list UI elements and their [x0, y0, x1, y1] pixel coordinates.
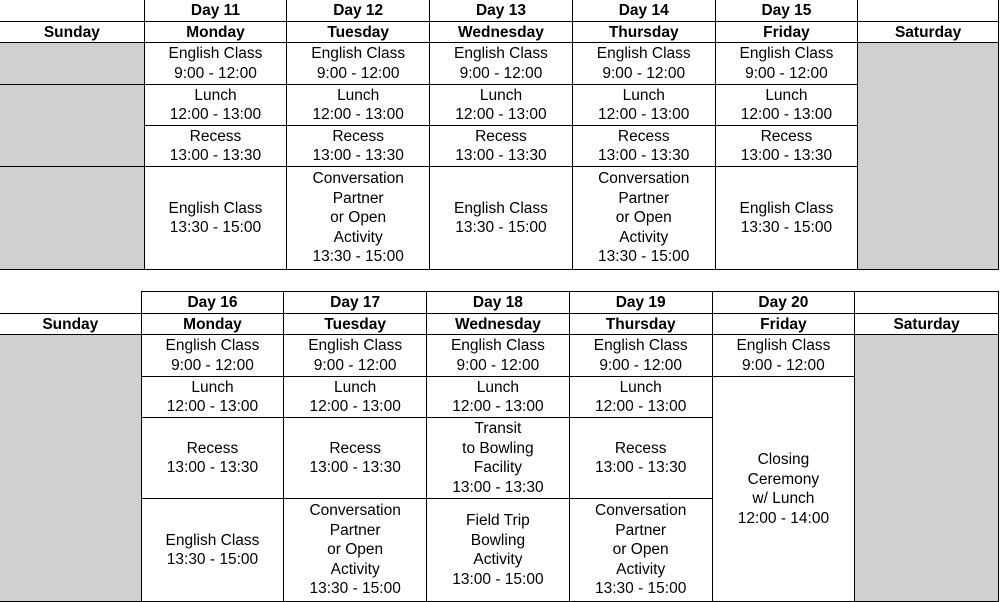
schedule-cell: Recess 13:00 - 13:30: [144, 126, 287, 167]
weekday-friday: Friday: [712, 314, 855, 335]
schedule-cell: Recess 13:00 - 13:30: [572, 126, 715, 167]
weekend-cell: [0, 167, 144, 270]
weekday-tuesday: Tuesday: [284, 314, 427, 335]
weekday-monday: Monday: [144, 22, 287, 43]
blank-cell: [0, 292, 141, 314]
weekday-saturday: Saturday: [855, 314, 999, 335]
schedule-cell: Recess 13:00 - 13:30: [715, 126, 858, 167]
schedule-cell: Conversation Partner or Open Activity 13:30 - 15:00: [572, 167, 715, 270]
weekend-cell: [0, 85, 144, 167]
schedule-cell: English Class 13:30 - 15:00: [715, 167, 858, 270]
schedule-cell: Recess 13:00 - 13:30: [284, 418, 427, 499]
schedule-cell: Conversation Partner or Open Activity 13:30 - 15:00: [287, 167, 430, 270]
schedule-cell: Transit to Bowling Facility 13:00 - 13:30: [427, 418, 570, 499]
weekend-cell: [0, 43, 144, 85]
schedule-cell: English Class 9:00 - 12:00: [427, 335, 570, 377]
weekday-row: [0, 22, 999, 43]
blank-cell: [855, 292, 999, 314]
schedule-cell: English Class 9:00 - 12:00: [712, 335, 855, 377]
weekday-monday: Monday: [141, 314, 284, 335]
schedule-cell: Recess 13:00 - 13:30: [430, 126, 573, 167]
day-number: Day 15: [715, 0, 858, 22]
schedule-cell: Lunch 12:00 - 13:00: [430, 85, 573, 126]
schedule-cell: Lunch 12:00 - 13:00: [284, 377, 427, 418]
schedule-cell: Lunch 12:00 - 13:00: [427, 377, 570, 418]
day-number-row: [0, 292, 999, 314]
schedule-row: [0, 167, 999, 270]
schedule-row: [0, 85, 999, 126]
schedule-cell: English Class 13:30 - 15:00: [430, 167, 573, 270]
weekday-thursday: Thursday: [572, 22, 715, 43]
schedule-cell: Conversation Partner or Open Activity 13:30 - 15:00: [569, 499, 712, 602]
schedule-cell: English Class 9:00 - 12:00: [287, 43, 430, 85]
schedule-cell: English Class 9:00 - 12:00: [284, 335, 427, 377]
weekend-cell: [858, 43, 999, 270]
schedule-cell: English Class 9:00 - 12:00: [572, 43, 715, 85]
day-number: Day 19: [569, 292, 712, 314]
schedule-cell: English Class 13:30 - 15:00: [144, 167, 287, 270]
weekday-friday: Friday: [715, 22, 858, 43]
schedule-row: [0, 126, 999, 167]
weekend-cell: [855, 335, 999, 602]
day-number: Day 13: [430, 0, 573, 22]
schedule-row: [0, 377, 999, 418]
schedule-cell: Lunch 12:00 - 13:00: [569, 377, 712, 418]
schedule-table-week-2: [0, 291, 999, 602]
schedule-cell: English Class 9:00 - 12:00: [569, 335, 712, 377]
day-number: Day 12: [287, 0, 430, 22]
schedule-row: [0, 335, 999, 377]
day-number: Day 18: [427, 292, 570, 314]
day-number: Day 20: [712, 292, 855, 314]
schedule-cell: Lunch 12:00 - 13:00: [141, 377, 284, 418]
schedule-cell: English Class 9:00 - 12:00: [144, 43, 287, 85]
schedule-cell: Lunch 12:00 - 13:00: [572, 85, 715, 126]
schedule-cell: English Class 13:30 - 15:00: [141, 499, 284, 602]
schedule-cell: Field Trip Bowling Activity 13:00 - 15:00: [427, 499, 570, 602]
schedule-cell: Conversation Partner or Open Activity 13:30 - 15:00: [284, 499, 427, 602]
schedule-cell: Lunch 12:00 - 13:00: [144, 85, 287, 126]
schedule-cell: Recess 13:00 - 13:30: [141, 418, 284, 499]
weekday-sunday: Sunday: [0, 314, 141, 335]
schedule-cell: English Class 9:00 - 12:00: [430, 43, 573, 85]
weekday-wednesday: Wednesday: [430, 22, 573, 43]
day-number: Day 14: [572, 0, 715, 22]
schedule-cell: Closing Ceremony w/ Lunch 12:00 - 14:00: [712, 377, 855, 602]
schedule-cell: Recess 13:00 - 13:30: [569, 418, 712, 499]
schedule-cell: English Class 9:00 - 12:00: [141, 335, 284, 377]
schedule-cell: Lunch 12:00 - 13:00: [287, 85, 430, 126]
weekday-tuesday: Tuesday: [287, 22, 430, 43]
blank-cell: [0, 0, 144, 22]
blank-cell: [858, 0, 999, 22]
schedule-table-week-1: [0, 0, 999, 270]
schedule-cell: Recess 13:00 - 13:30: [287, 126, 430, 167]
weekday-sunday: Sunday: [0, 22, 144, 43]
weekend-cell: [0, 335, 141, 602]
day-number: Day 16: [141, 292, 284, 314]
day-number: Day 17: [284, 292, 427, 314]
day-number-row: [0, 0, 999, 22]
day-number: Day 11: [144, 0, 287, 22]
weekday-thursday: Thursday: [569, 314, 712, 335]
schedule-row: [0, 43, 999, 85]
schedule-cell: English Class 9:00 - 12:00: [715, 43, 858, 85]
weekday-wednesday: Wednesday: [427, 314, 570, 335]
weekday-saturday: Saturday: [858, 22, 999, 43]
weekday-row: [0, 314, 999, 335]
schedule-cell: Lunch 12:00 - 13:00: [715, 85, 858, 126]
